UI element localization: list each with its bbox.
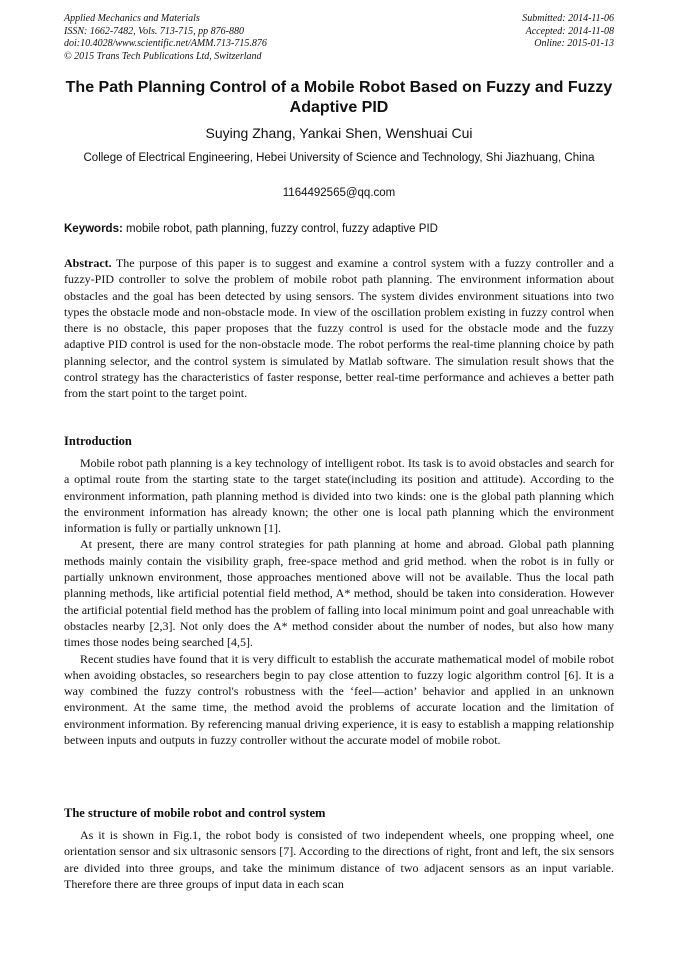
dates-header [522, 13, 614, 51]
introduction-body [64, 455, 614, 748]
abstract [64, 255, 614, 402]
copyright-line: © 2015 Trans Tech Publications Ltd, Switzerland [64, 50, 262, 62]
doi-line: doi:10.4028/www.scientific.net/AMM.713-715.876 [64, 38, 267, 50]
paper-title: The Path Planning Control of a Mobile Robot Based on Fuzzy and Fuzzy Adaptive PID [65, 79, 613, 116]
paragraph: Mobile robot path planning is a key technology of intelligent robot. Its task is to avoid obstacles and search for a optimal route from the starting state to the target state(including its position and attitude). According to the environment information, path planning method is divided into two kinds: one is the global path planning which the environment information has already known; the other one is local path planning which the environment information is fully or partially unknown [1]. [64, 456, 614, 536]
online-date: Online: 2015-01-13 [534, 38, 614, 50]
issn-line: ISSN: 1662-7482, Vols. 713-715, pp 876-880 [64, 25, 244, 37]
structure-heading: The structure of mobile robot and control system [64, 806, 326, 820]
abstract-text: The purpose of this paper is to suggest and examine a control system with a fuzzy controller and a fuzzy-PID controller to solve the problem of mobile robot path planning. The environment information about obstacles and the goal has been detected by using sensors. The system divides environment situations into two types the obstacle mode and non-obstacle mode. In view of the oscillation problem existing in fuzzy control when there is no obstacle, this paper proposes that the fuzzy control is used for the obstacle mode and the fuzzy adaptive PID control is used for the non-obstacle mode. The robot performs the real-time planning choice by path planning selector, and the control system is simulated by Matlab software. The simulation result shows that the control strategy has the characteristics of faster response, better real-time performance and achieves a better path from the start point to the target point. [64, 256, 614, 401]
accepted-date: Accepted: 2014-11-08 [525, 25, 614, 37]
paragraph: At present, there are many control strategies for path planning at home and abroad. Global path planning methods mainly contain the visibility graph, free-space method and grid method. when the robot is in fully or partially unknown environment, those approaches mentioned above will not be available. Thus the local path planning methods, like artificial potential field method, A* method, should be taken into consideration. However the artificial potential field method has the problem of falling into local minimum point and goal unreachable with obstacles nearby [2,3]. Not only does the A* method consider about the number of nodes, but also how many times those nodes being searched [4,5]. [64, 537, 614, 650]
submitted-date: Submitted: 2014-11-06 [522, 13, 614, 24]
journal-name: Applied Mechanics and Materials [64, 13, 200, 24]
keywords-text: mobile robot, path planning, fuzzy control, fuzzy adaptive PID [122, 223, 438, 235]
paper-authors: Suying Zhang, Yankai Shen, Wenshuai Cui [205, 125, 473, 141]
author-email: 1164492565@qq.com [282, 187, 396, 199]
structure-body [64, 827, 614, 952]
paragraph: As it is shown in Fig.1, the robot body is consisted of two independent wheels, one propping wheel, one orientation sensor and six ultrasonic sensors [7]. According to the directions of right, front and left, the six sensors are divided into three groups, and take the minimum distance of two adjacent sensors as an input variable. Therefore there are three groups of input data in each scan [64, 828, 614, 891]
paragraph: Recent studies have found that it is very difficult to establish the accurate mathematical model of mobile robot when avoiding obstacles, so researchers begin to pay close attention to fuzzy logic algorithm control [6]. It is a way combined the fuzzy control's robustness with the ‘feel—action’ behavior and applied in an unknown environment. At the same time, the method avoid the problems of accurate location and the limitation of environment information. By referencing manual driving experience, it is easy to establish a mapping relationship between inputs and outputs in fuzzy controller without the accurate model of mobile robot. [64, 651, 614, 748]
affiliation: College of Electrical Engineering, Hebei University of Science and Technology, Shi Jiazhuang, China [83, 152, 595, 164]
introduction-heading: Introduction [64, 434, 132, 448]
abstract-label: Abstract. [64, 256, 112, 270]
keywords [64, 222, 616, 236]
journal-header [64, 13, 267, 63]
keywords-label: Keywords: [64, 223, 123, 235]
